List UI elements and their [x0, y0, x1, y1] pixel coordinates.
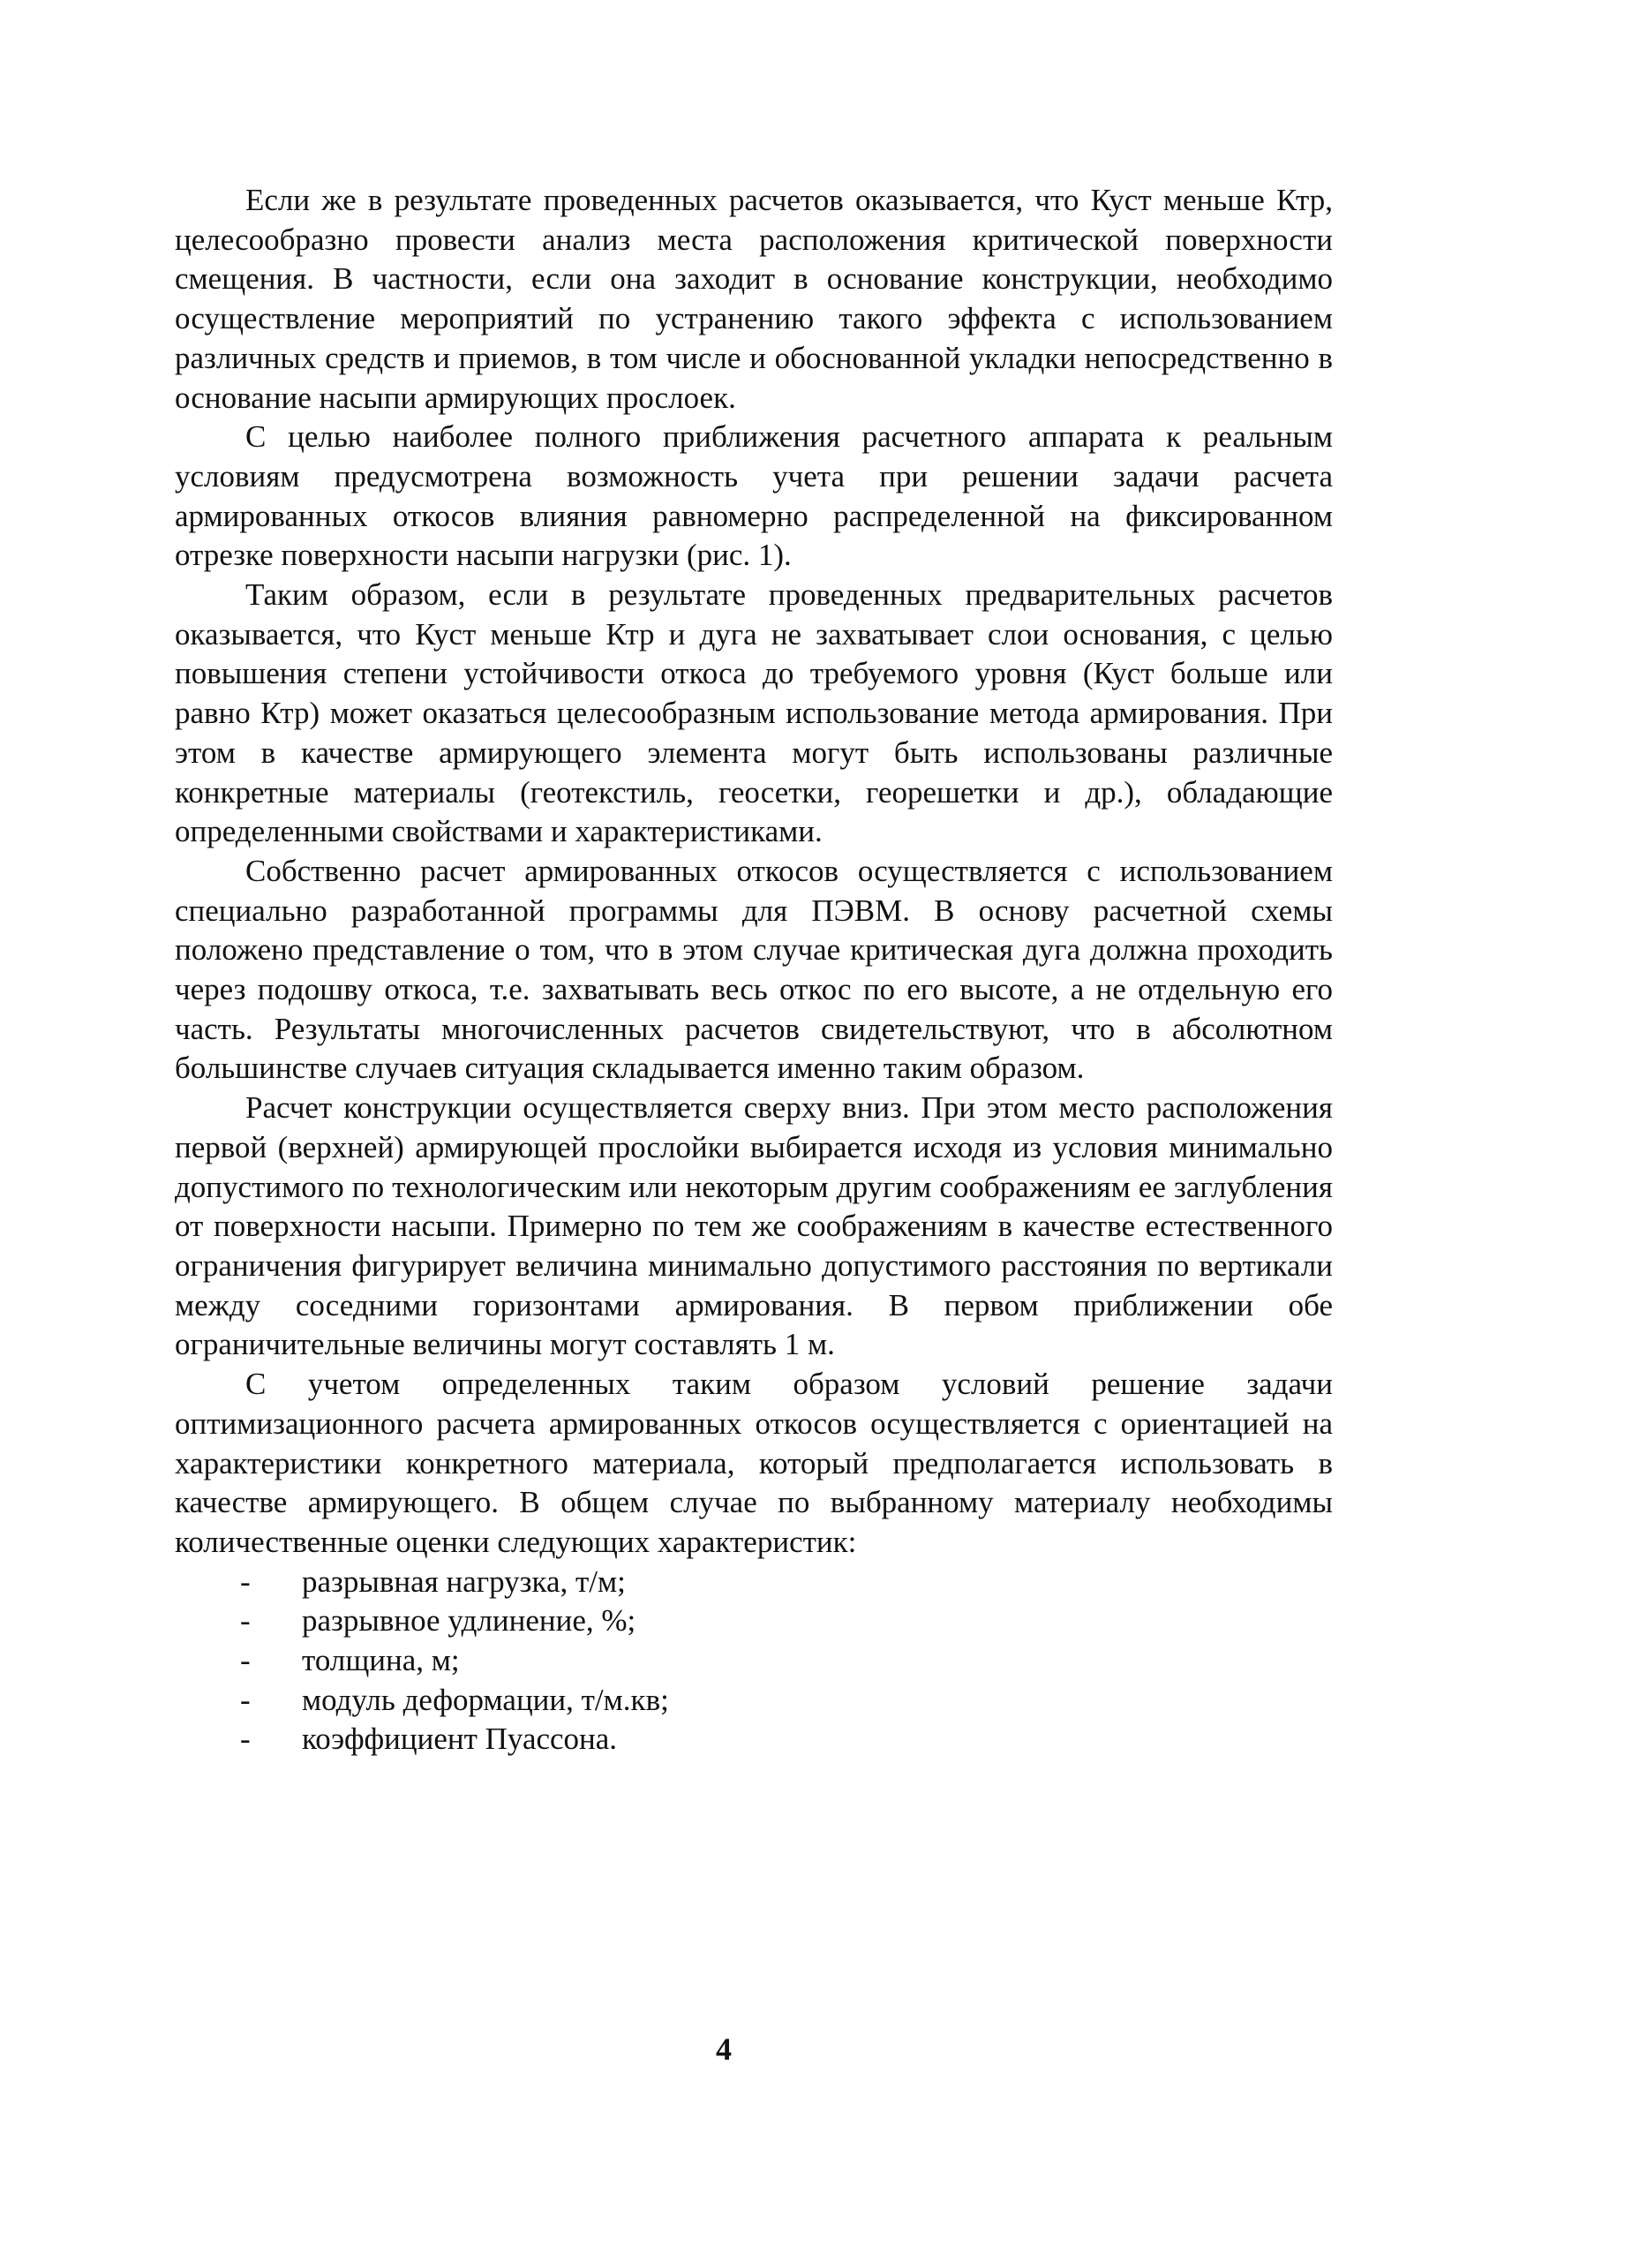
list-item — [240, 1720, 1333, 1759]
paragraph-4-text: Собственно расчет армированных откосов осуществляется с использованием специально разработанной программы для ПЭВМ. В основу расчетной схемы положено представление о том, что в этом случае критическая дуга должна проходить через подошву откоса, т.е. захватывать весь откос по его высоте, а не отдельную его часть. Результаты многочисленных расчетов свидетельствуют, что в абсолютном большинстве случаев ситуация складывается именно таким образом. — [175, 853, 1333, 1086]
paragraph-4 — [175, 852, 1333, 1089]
list-item-text: модуль деформации, т/м.кв; — [302, 1682, 669, 1717]
list-item-text: коэффициент Пуассона. — [302, 1722, 618, 1757]
paragraph-2 — [175, 418, 1333, 576]
list-item-text: толщина, м; — [302, 1643, 460, 1678]
list-item-text: разрывная нагрузка, т/м; — [302, 1563, 626, 1599]
list-item — [240, 1641, 1333, 1681]
list-item-text: разрывное удлинение, %; — [302, 1603, 636, 1639]
list-item — [240, 1601, 1333, 1641]
list-dash: - — [240, 1682, 251, 1717]
paragraph-5 — [175, 1089, 1333, 1365]
body-text — [175, 181, 1333, 1759]
paragraph-1 — [175, 181, 1333, 418]
list-item — [240, 1563, 1333, 1602]
characteristics-list — [175, 1563, 1333, 1760]
page-number: 4 — [716, 2031, 732, 2067]
paragraph-6 — [175, 1365, 1333, 1563]
paragraph-6-text: С учетом определенных таким образом условий решение задачи оптимизационного расчета армированных откосов осуществляется с ориентацией на характеристики конкретного материала, который предполагается использовать в качестве армирующего. В общем случае по выбранному материалу необходимы количественные оценки следующих характеристик: — [175, 1367, 1333, 1559]
paragraph-1-text: Если же в результате проведенных расчетов оказывается, что Куст меньше Ктр, целесообразно провести анализ места расположения критической поверхности смещения. В частности, если она заходит в основание конструкции, необходимо осуществление мероприятий по устранению такого эффекта с использованием различных средств и приемов, в том числе и обоснованной укладки непосредственно в основание насыпи армирующих прослоек. — [175, 183, 1333, 415]
paragraph-5-text: Расчет конструкции осуществляется сверху вниз. При этом место расположения первой (верхней) армирующей прослойки выбирается исходя из условия минимально допустимого по технологическим или некоторым другим соображениям ее заглубления от поверхности насыпи. Примерно по тем же соображениям в качестве естественного ограничения фигурирует величина минимально допустимого расстояния по вертикали между соседними горизонтами армирования. В первом приближении обе ограничительные величины могут составлять 1 м. — [175, 1090, 1333, 1362]
paragraph-3 — [175, 576, 1333, 852]
paragraph-3-text: Таким образом, если в результате проведенных предварительных расчетов оказывается, что Куст меньше Ктр и дуга не захватывает слои основания, с целью повышения степени устойчивости откоса до требуемого уровня (Куст больше или равно Ктр) может оказаться целесообразным использование метода армирования. При этом в качестве армирующего элемента могут быть использованы различные конкретные материалы (геотекстиль, геосетки, георешетки и др.), обладающие определенными свойствами и характеристиками. — [175, 577, 1333, 849]
list-dash: - — [240, 1722, 251, 1757]
list-dash: - — [240, 1643, 251, 1678]
list-item — [240, 1681, 1333, 1721]
paragraph-2-text: С целью наиболее полного приближения расчетного аппарата к реальным условиям предусмотрена возможность учета при решении задачи расчета армированных откосов влияния равномерно распределенной на фиксированном отрезке поверхности насыпи нагрузки (рис. 1). — [175, 419, 1333, 573]
list-dash: - — [240, 1563, 251, 1599]
list-dash: - — [240, 1603, 251, 1639]
